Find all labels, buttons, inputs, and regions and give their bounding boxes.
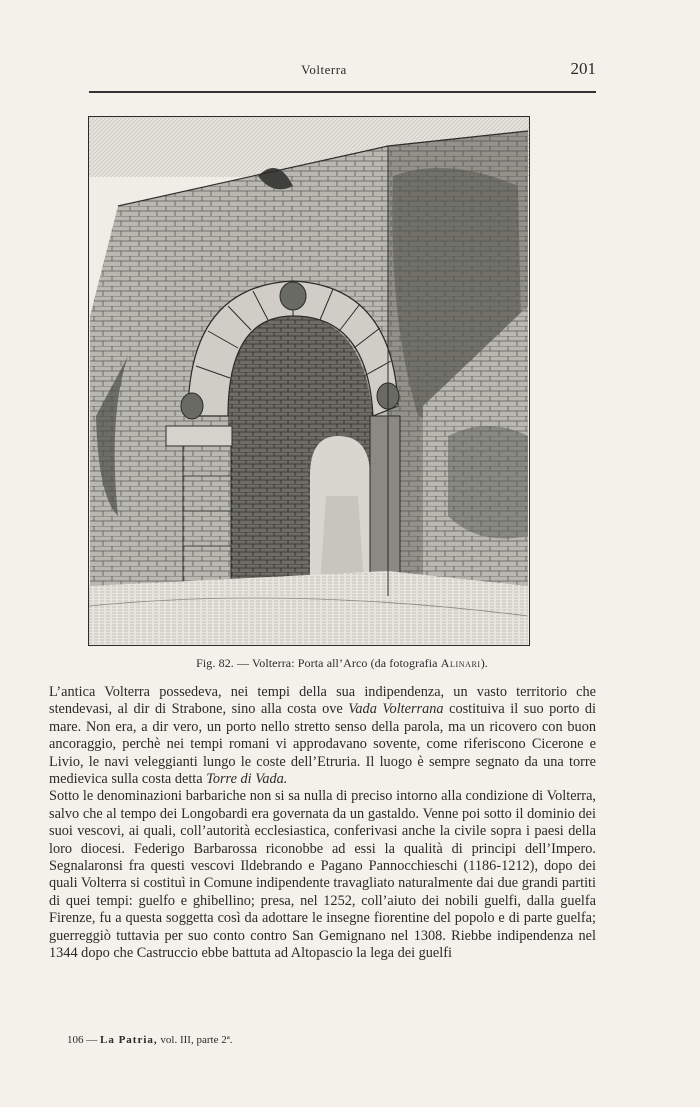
header-rule — [89, 91, 596, 93]
running-title: Volterra — [301, 62, 347, 77]
p1-italic-vada-volterrana: Vada Volterrana — [348, 701, 444, 718]
caption-text: — Volterra: Porta all’Arco (da fotografia — [237, 656, 438, 670]
figure-caption — [88, 656, 596, 671]
engraving-illustration — [88, 116, 530, 646]
footer-suffix: vol. III, parte 2ª. — [160, 1034, 233, 1046]
p1-text-b: costituiva il suo porto di mare. Non era, a dir vero, un porto nello stretto senso della parola, ma un ricovero con buon ancoraggio, perchè nei tempi romani vi approdavano sovente, come riferiscono Cicerone e Livio, le navi veleggianti lungo le coste dell’Etruria. Il luogo è sempre segnato da una torre medievica sulla costa detta — [49, 701, 597, 788]
footer-signature — [67, 1034, 233, 1046]
paragraph-1 — [49, 684, 596, 788]
body-text — [49, 684, 596, 963]
p1-text-a: L’antica Volterra possedeva, nei tempi della sua indipendenza, un vasto territorio che stendevasi, al dir di Strabone, sino alla costa ove — [49, 684, 596, 718]
page-number: 201 — [570, 59, 596, 78]
caption-credit: Alinari — [440, 656, 481, 670]
p1-italic-torre-di-vada: Torre di Vada. — [206, 771, 288, 788]
figure-porta-all-arco — [88, 116, 530, 646]
footer-prefix: 106 — — [67, 1034, 98, 1046]
caption-label: Fig. 82. — [196, 656, 234, 670]
paragraph-2: Sotto le denominazioni barbariche non si sa nulla di preciso intorno alla condizione di Volterra, salvo che al tempo dei Longobardi era governata da un gastaldo. Venne poi sotto il dominio dei suoi vescovi, ai quali, coll’autorità ecclesiastica, conferivasi anche la civile sopra i paesi della loro diocesi. Federigo Barbarossa riconobbe ad essi la qualità di principi dell’Impero. Segnalaronsi fra questi vescovi Ildebrando e Pagano Pannocchieschi (1186-1212), dopo dei quali Volterra si costituì in Comune indipendente travagliato naturalmente dai due grandi partiti di quei tempi: guelfo e ghibellino; presa, nel 1252, coll’aiuto dei nobili guelfi, dalla guelfa Firenze, fu a questa soggetta così da adottare le insegne fiorentine del popolo e di parte guelfa; guerreggiò tuttavia per suo conto contro San Gemignano nel 1308. Riebbe indipendenza nel 1344 dopo che Castruccio ebbe battuta ad Altopascio la lega dei guelfi — [49, 788, 596, 962]
footer-brand: La Patria, — [100, 1034, 158, 1046]
caption-end: ). — [480, 656, 488, 670]
